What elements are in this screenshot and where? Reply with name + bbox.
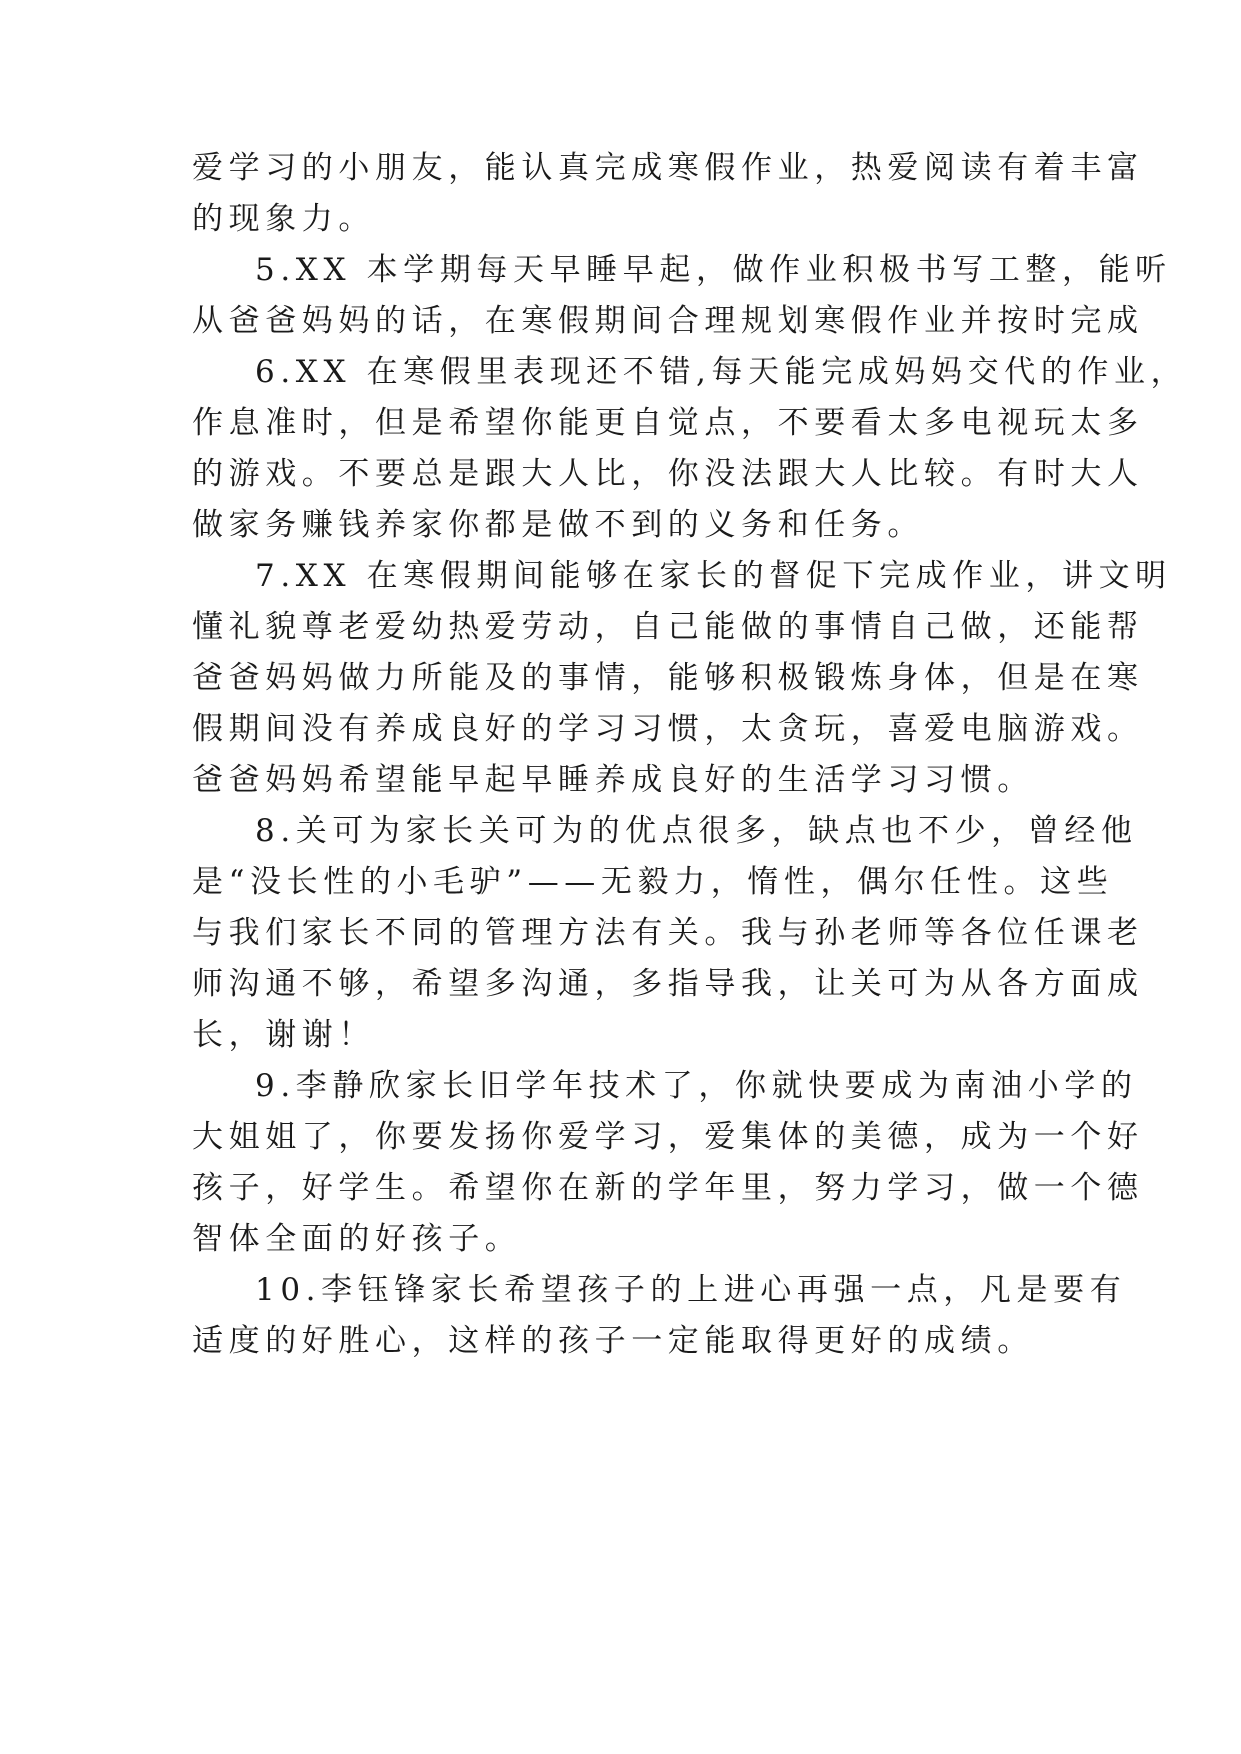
text-line: 懂礼貌尊老爱幼热爱劳动，自己能做的事情自己做，还能帮	[192, 609, 1144, 645]
text-line: 6.XX 在寒假里表现还不错,每天能完成妈妈交代的作业，	[255, 354, 1188, 390]
text-line: 智体全面的好孩子。	[192, 1221, 522, 1257]
text-line: 5.XX 本学期每天早睡早起，做作业积极书写工整，能听	[255, 252, 1172, 288]
text-line: 的游戏。不要总是跟大人比，你没法跟大人比较。有时大人	[192, 456, 1144, 492]
text-line: 孩子，好学生。希望你在新的学年里，努力学习，做一个德	[192, 1170, 1144, 1206]
text-line: 8.关可为家长关可为的优点很多，缺点也不少，曾经他	[255, 813, 1138, 849]
text-line: 做家务赚钱养家你都是做不到的义务和任务。	[192, 507, 924, 543]
text-line: 9.李静欣家长旧学年技术了，你就快要成为南油小学的	[255, 1068, 1138, 1104]
text-line: 假期间没有养成良好的学习习惯，太贪玩，喜爱电脑游戏。	[192, 711, 1144, 747]
text-line: 10.李钰锋家长希望孩子的上进心再强一点，凡是要有	[255, 1272, 1127, 1308]
text-line: 的现象力。	[192, 201, 375, 237]
text-line: 作息准时，但是希望你能更自觉点，不要看太多电视玩太多	[192, 405, 1144, 441]
text-line: 爱学习的小朋友，能认真完成寒假作业，热爱阅读有着丰富	[192, 150, 1144, 186]
text-line: 从爸爸妈妈的话，在寒假期间合理规划寒假作业并按时完成	[192, 303, 1144, 339]
text-line: 适度的好胜心，这样的孩子一定能取得更好的成绩。	[192, 1323, 1034, 1359]
text-line: 是“没长性的小毛驴”——无毅力，惰性，偶尔任性。这些	[192, 864, 1114, 900]
text-line: 大姐姐了，你要发扬你爱学习，爱集体的美德，成为一个好	[192, 1119, 1144, 1155]
text-line: 与我们家长不同的管理方法有关。我与孙老师等各位任课老	[192, 915, 1144, 951]
text-line: 7.XX 在寒假期间能够在家长的督促下完成作业，讲文明	[255, 558, 1172, 594]
text-line: 爸爸妈妈做力所能及的事情，能够积极锻炼身体，但是在寒	[192, 660, 1144, 696]
text-line: 师沟通不够，希望多沟通，多指导我，让关可为从各方面成	[192, 966, 1144, 1002]
text-line: 长，谢谢！	[192, 1017, 375, 1053]
text-line: 爸爸妈妈希望能早起早睡养成良好的生活学习习惯。	[192, 762, 1034, 798]
